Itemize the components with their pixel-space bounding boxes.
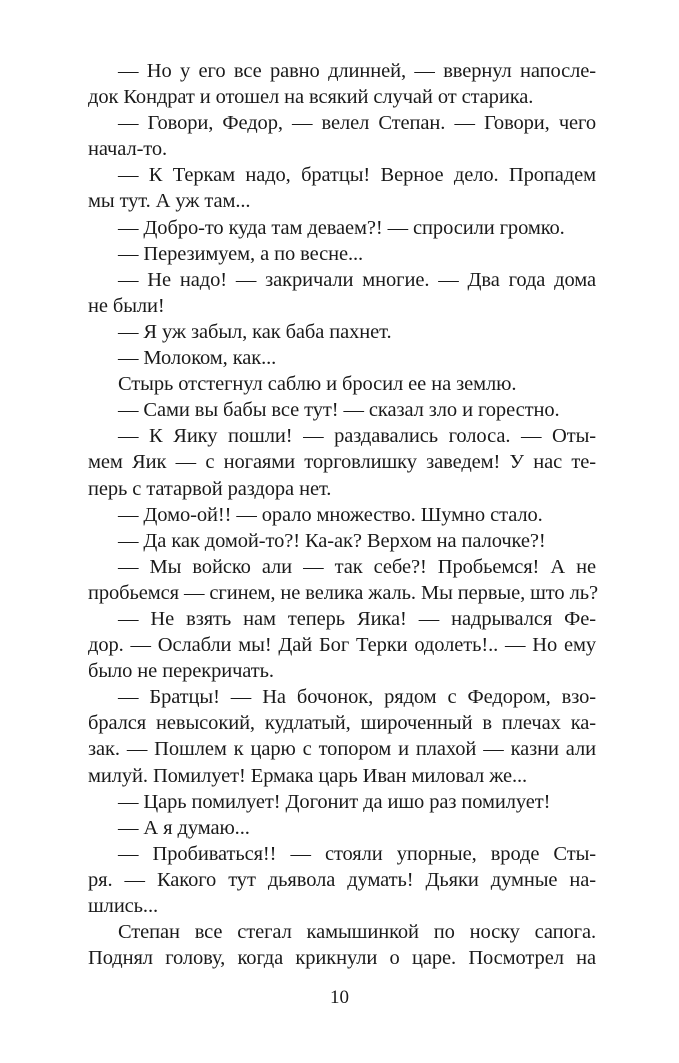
- text-line: — К Яику пошли! — раздавались голоса. — Оты-: [118, 425, 596, 448]
- text-line: — Царь помилует! Догонит да ишо раз помилует!: [118, 790, 551, 813]
- text-line: брался невысокий, кудлатый, широченный в плечах ка-: [88, 712, 596, 735]
- text-line: — Сами вы бабы все тут! — сказал зло и горестно.: [118, 399, 560, 422]
- text-line: Степан все стегал камышинкой по носку сапога.: [118, 921, 596, 944]
- text-line: милуй. Помилует! Ермака царь Иван миловал же...: [88, 764, 528, 787]
- text-line: — Домо-ой!! — орало множество. Шумно стало.: [118, 503, 543, 526]
- text-line: — А я думаю...: [118, 816, 250, 839]
- body-text: [88, 58, 596, 971]
- text-line: не были!: [88, 294, 165, 317]
- text-line: — Говори, Федор, — велел Степан. — Говори, чего: [118, 112, 596, 135]
- text-line: мы тут. А уж там...: [88, 190, 251, 213]
- text-line: Поднял голову, когда крикнули о царе. Посмотрел на: [88, 947, 596, 970]
- page-number: 10: [330, 987, 349, 1008]
- text-line: Стырь отстегнул саблю и бросил ее на землю.: [118, 373, 517, 396]
- text-line: — Перезимуем, а по весне...: [118, 242, 364, 265]
- text-line: — Пробиваться!! — стояли упорные, вроде Сты-: [118, 842, 596, 865]
- text-line: — Я уж забыл, как баба пахнет.: [118, 320, 392, 343]
- text-line: пробьемся — сгинем, не велика жаль. Мы первые, што ль?: [88, 581, 598, 604]
- text-line: — Молоком, как...: [118, 347, 277, 370]
- text-line: дор. — Ослабли мы! Дай Бог Терки одолеть!.. — Но ему: [88, 634, 596, 657]
- text-line: мем Яик — с ногаями торговлишку заведем! У нас те-: [88, 451, 596, 474]
- text-line: док Кондрат и отошел на всякий случай от старика.: [88, 86, 534, 109]
- text-line: — К Теркам надо, братцы! Верное дело. Пропадем: [118, 164, 596, 187]
- text-line: шлись...: [88, 895, 159, 917]
- text-line: зак. — Пошлем к царю с топором и плахой — казни али: [88, 738, 596, 761]
- text-line: — Но у его все равно длинней, — ввернул напосле-: [118, 60, 596, 82]
- text-line: — Добро-то куда там деваем?! — спросили громко.: [118, 216, 565, 239]
- text-line: — Не взять нам теперь Яика! — надрывался Фе-: [118, 607, 596, 630]
- text-line: ря. — Какого тут дьявола думать! Дьяки думные на-: [88, 868, 596, 891]
- text-line: начал-то.: [88, 138, 168, 161]
- text-line: — Мы войско али — так себе?! Пробьемся! А не: [118, 555, 596, 578]
- text-line: перь с татарвой раздора нет.: [88, 477, 332, 500]
- text-line: — Да как домой-то?! Ка-ак? Верхом на палочке?!: [118, 529, 546, 552]
- text-line: — Не надо! — закричали многие. — Два года дома: [118, 268, 596, 291]
- text-line: — Братцы! — На бочонок, рядом с Федором, взо-: [118, 686, 596, 709]
- text-line: было не перекричать.: [88, 660, 274, 683]
